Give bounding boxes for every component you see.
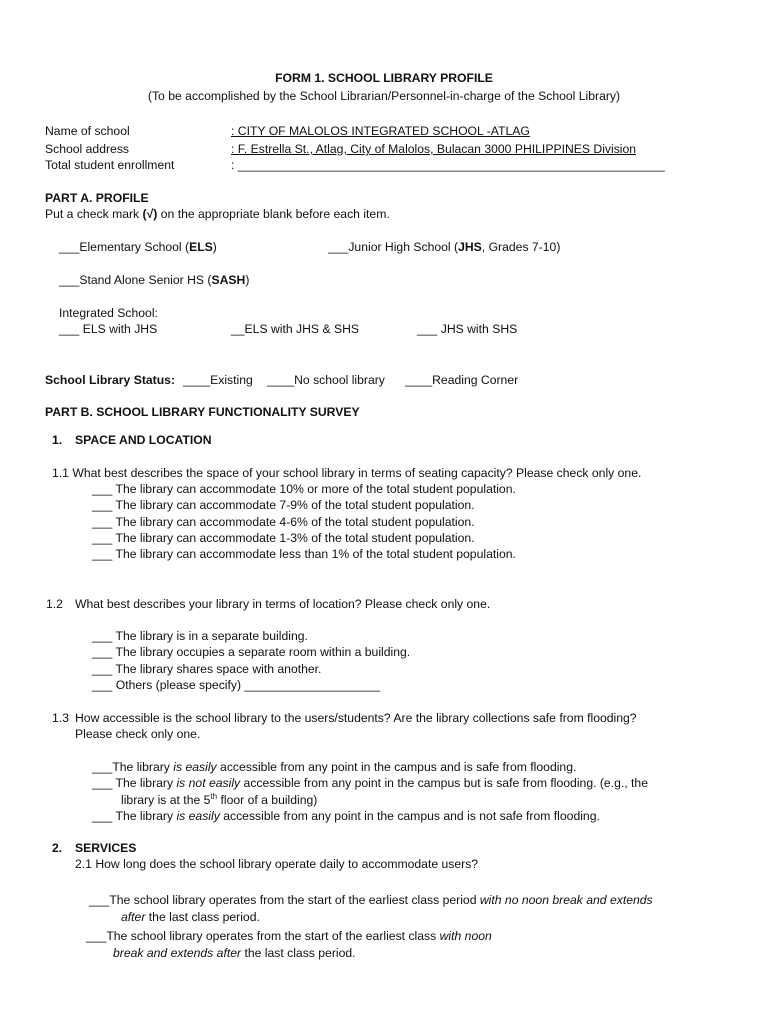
q1-2-option-1: ___ The library is in a separate building.	[92, 629, 308, 643]
q2-1-option-1: ___The school library operates from the start of the earliest class period with no noon break and extends	[89, 893, 653, 907]
school-name-label: Name of school	[45, 124, 130, 138]
question-1-1: 1.1 What best describes the space of your school library in terms of seating capacity? Please check only one.	[52, 466, 642, 480]
part-a-instruction: Put a check mark (√) on the appropriate blank before each item.	[45, 207, 390, 221]
option-elementary: ___Elementary School (ELS)	[59, 240, 217, 254]
form-title: FORM 1. SCHOOL LIBRARY PROFILE	[275, 71, 493, 85]
option-senior-hs: ___Stand Alone Senior HS (SASH)	[59, 273, 250, 287]
status-reading-corner: ____Reading Corner	[405, 373, 519, 387]
section-2-number: 2.	[52, 841, 63, 855]
option-els-jhs: ___ ELS with JHS	[59, 322, 158, 336]
q2-1-option-2: ___The school library operates from the start of the earliest class with noon	[86, 929, 492, 943]
option-junior-high: ___Junior High School (JHS, Grades 7-10)	[328, 240, 561, 254]
part-a-heading: PART A. PROFILE	[45, 191, 149, 205]
status-no-library: ____No school library	[267, 373, 385, 387]
q1-3-option-1: ___The library is easily accessible from any point in the campus and is safe from flooding.	[92, 760, 577, 774]
enrollment-label: Total student enrollment	[45, 158, 175, 172]
q1-2-option-4: ___ Others (please specify) ____________________	[92, 678, 380, 692]
q1-1-option-2: ___ The library can accommodate 7-9% of the total student population.	[92, 498, 475, 512]
school-name-value: : CITY OF MALOLOS INTEGRATED SCHOOL -ATLAG	[231, 124, 530, 138]
q1-1-option-5: ___ The library can accommodate less than 1% of the total student population.	[92, 547, 516, 561]
status-existing: ____Existing	[183, 373, 253, 387]
question-1-2: What best describes your library in terms of location? Please check only one.	[75, 597, 491, 611]
q1-1-option-1: ___ The library can accommodate 10% or more of the total student population.	[92, 482, 516, 496]
q1-1-option-3: ___ The library can accommodate 4-6% of the total student population.	[92, 515, 475, 529]
q1-1-option-4: ___ The library can accommodate 1-3% of the total student population.	[92, 531, 475, 545]
q1-2-option-3: ___ The library shares space with another.	[92, 662, 322, 676]
question-1-3: How accessible is the school library to the users/students? Are the library collections safe from flooding?	[75, 711, 637, 725]
question-1-3-number: 1.3	[52, 711, 69, 725]
school-address-value: : F. Estrella St., Atlag, City of Malolos, Bulacan 3000 PHILIPPINES Division	[231, 142, 637, 156]
question-1-3-cont: Please check only one.	[75, 727, 201, 741]
q2-1-option-2-cont: break and extends after the last class period.	[113, 946, 356, 960]
question-2-1: 2.1 How long does the school library operate daily to accommodate users?	[75, 857, 479, 871]
q1-3-option-2: ___ The library is not easily accessible from any point in the campus but is safe from flooding. (e.g., the	[92, 776, 648, 790]
option-els-jhs-shs: __ELS with JHS & SHS	[231, 322, 360, 336]
q1-3-option-2-cont: library is at the 5th floor of a building)	[121, 791, 318, 807]
check-mark-symbol: (√)	[142, 207, 158, 221]
form-subtitle: (To be accomplished by the School Librarian/Personnel-in-charge of the School Library)	[147, 89, 621, 103]
q2-1-option-1-cont: after the last class period.	[121, 910, 260, 924]
enrollment-value: : _______________________________________________________________	[231, 158, 665, 172]
library-status-label: School Library Status:	[45, 373, 176, 387]
school-address-label: School address	[45, 142, 130, 156]
question-1-2-number: 1.2	[46, 597, 63, 611]
option-jhs-shs: ___ JHS with SHS	[417, 322, 518, 336]
integrated-school-label: Integrated School:	[59, 306, 158, 320]
q1-2-option-2: ___ The library occupies a separate room within a building.	[92, 645, 411, 659]
part-b-heading: PART B. SCHOOL LIBRARY FUNCTIONALITY SURVEY	[45, 405, 360, 419]
q1-3-option-3: ___ The library is easily accessible from any point in the campus and is not safe from flooding.	[92, 809, 600, 823]
section-1-title: SPACE AND LOCATION	[75, 433, 212, 447]
section-1-number: 1.	[52, 433, 63, 447]
section-2-title: SERVICES	[75, 841, 137, 855]
